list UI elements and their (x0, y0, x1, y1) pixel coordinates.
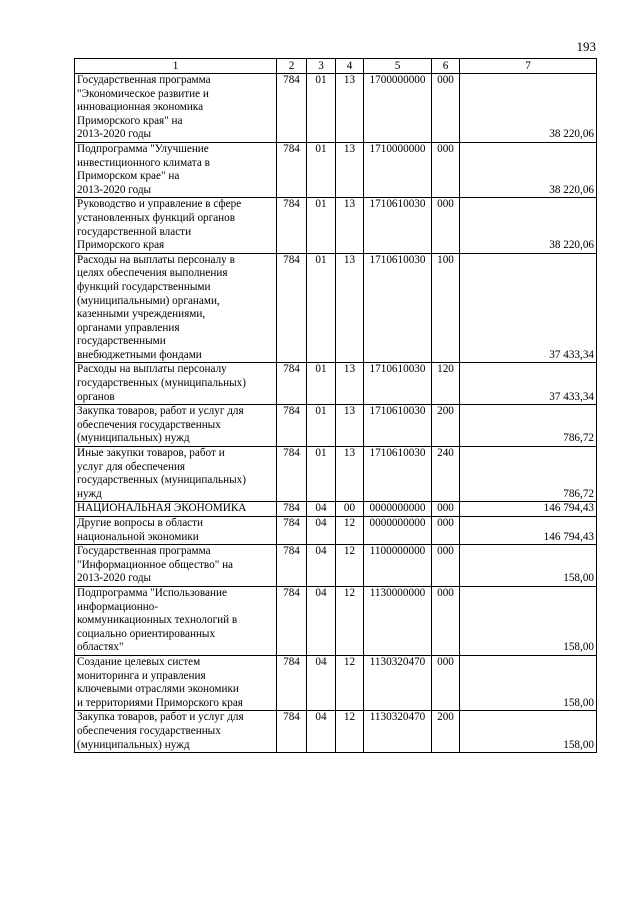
code-cell: 1100000000 (364, 545, 432, 587)
amount-cell: 158,00 (460, 711, 597, 753)
code-cell: 784 (277, 502, 307, 517)
amount-cell: 38 220,06 (460, 198, 597, 253)
code-cell: 784 (277, 198, 307, 253)
code-cell: 13 (336, 198, 364, 253)
amount-cell: 146 794,43 (460, 502, 597, 517)
table-row (75, 655, 597, 710)
code-cell: 13 (336, 363, 364, 405)
code-cell: 04 (307, 517, 336, 545)
code-cell: 12 (336, 545, 364, 587)
amount-cell: 38 220,06 (460, 142, 597, 197)
code-cell: 200 (432, 405, 460, 447)
code-cell: 01 (307, 74, 336, 143)
code-cell: 01 (307, 447, 336, 502)
code-cell: 784 (277, 74, 307, 143)
code-cell: 1710610030 (364, 253, 432, 363)
code-cell: 13 (336, 74, 364, 143)
column-header: 6 (432, 59, 460, 74)
code-cell: 0000000000 (364, 502, 432, 517)
table-row (75, 363, 597, 405)
row-name-cell: Другие вопросы в области национальной экономики (75, 517, 277, 545)
row-name-cell: Государственная программа "Экономическое развитие и инновационная экономика Приморского края" на 2013-2020 годы (75, 74, 277, 143)
page-number: 193 (576, 39, 596, 54)
table-body (75, 74, 597, 753)
code-cell: 13 (336, 405, 364, 447)
code-cell: 00 (336, 502, 364, 517)
code-cell: 784 (277, 253, 307, 363)
code-cell: 1710610030 (364, 198, 432, 253)
code-cell: 12 (336, 517, 364, 545)
table-row (75, 502, 597, 517)
code-cell: 784 (277, 586, 307, 655)
code-cell: 000 (432, 74, 460, 143)
column-header: 2 (277, 59, 307, 74)
amount-cell: 158,00 (460, 545, 597, 587)
code-cell: 04 (307, 545, 336, 587)
code-cell: 784 (277, 545, 307, 587)
row-name-cell: Государственная программа "Информационное общество" на 2013-2020 годы (75, 545, 277, 587)
code-cell: 12 (336, 655, 364, 710)
code-cell: 784 (277, 655, 307, 710)
code-cell: 01 (307, 405, 336, 447)
code-cell: 100 (432, 253, 460, 363)
table-row (75, 711, 597, 753)
table-row (75, 253, 597, 363)
column-header: 3 (307, 59, 336, 74)
column-header: 4 (336, 59, 364, 74)
row-name-cell: Подпрограмма "Улучшение инвестиционного климата в Приморском крае" на 2013-2020 годы (75, 142, 277, 197)
code-cell: 04 (307, 655, 336, 710)
table-row (75, 405, 597, 447)
code-cell: 784 (277, 711, 307, 753)
code-cell: 04 (307, 502, 336, 517)
row-name-cell: Закупка товаров, работ и услуг для обеспечения государственных (муниципальных) нужд (75, 405, 277, 447)
code-cell: 01 (307, 363, 336, 405)
table-row (75, 545, 597, 587)
code-cell: 200 (432, 711, 460, 753)
code-cell: 000 (432, 586, 460, 655)
code-cell: 784 (277, 517, 307, 545)
code-cell: 01 (307, 253, 336, 363)
code-cell: 1710610030 (364, 405, 432, 447)
code-cell: 784 (277, 142, 307, 197)
code-cell: 1130000000 (364, 586, 432, 655)
code-cell: 04 (307, 586, 336, 655)
table-row (75, 586, 597, 655)
code-cell: 13 (336, 253, 364, 363)
table-row (75, 517, 597, 545)
code-cell: 000 (432, 545, 460, 587)
row-name-cell: Подпрограмма "Использование информационно- коммуникационных технологий в социально ориентированных областях" (75, 586, 277, 655)
code-cell: 000 (432, 655, 460, 710)
code-cell: 1130320470 (364, 711, 432, 753)
column-header: 5 (364, 59, 432, 74)
code-cell: 000 (432, 517, 460, 545)
amount-cell: 786,72 (460, 405, 597, 447)
amount-cell: 37 433,34 (460, 253, 597, 363)
table-row (75, 142, 597, 197)
code-cell: 000 (432, 502, 460, 517)
budget-table (74, 58, 597, 753)
code-cell: 0000000000 (364, 517, 432, 545)
amount-cell: 38 220,06 (460, 74, 597, 143)
code-cell: 1710000000 (364, 142, 432, 197)
code-cell: 12 (336, 711, 364, 753)
amount-cell: 146 794,43 (460, 517, 597, 545)
code-cell: 13 (336, 142, 364, 197)
table-row (75, 74, 597, 143)
code-cell: 04 (307, 711, 336, 753)
code-cell: 784 (277, 447, 307, 502)
row-name-cell: Расходы на выплаты персоналу государственных (муниципальных) органов (75, 363, 277, 405)
code-cell: 13 (336, 447, 364, 502)
row-name-cell: НАЦИОНАЛЬНАЯ ЭКОНОМИКА (75, 502, 277, 517)
row-name-cell: Закупка товаров, работ и услуг для обеспечения государственных (муниципальных) нужд (75, 711, 277, 753)
table-header-row (75, 59, 597, 74)
table-row (75, 447, 597, 502)
table-row (75, 198, 597, 253)
row-name-cell: Руководство и управление в сфере установленных функций органов государственной власти Приморского края (75, 198, 277, 253)
row-name-cell: Иные закупки товаров, работ и услуг для обеспечения государственных (муниципальных) нужд (75, 447, 277, 502)
amount-cell: 37 433,34 (460, 363, 597, 405)
code-cell: 1710610030 (364, 363, 432, 405)
code-cell: 1700000000 (364, 74, 432, 143)
code-cell: 1130320470 (364, 655, 432, 710)
code-cell: 000 (432, 198, 460, 253)
row-name-cell: Расходы на выплаты персоналу в целях обеспечения выполнения функций государственными (муниципальными) органами, казенными учреждениями, органами управления государственными внебюджетными фондами (75, 253, 277, 363)
code-cell: 000 (432, 142, 460, 197)
code-cell: 12 (336, 586, 364, 655)
code-cell: 1710610030 (364, 447, 432, 502)
amount-cell: 158,00 (460, 586, 597, 655)
amount-cell: 786,72 (460, 447, 597, 502)
code-cell: 784 (277, 363, 307, 405)
column-header: 7 (460, 59, 597, 74)
code-cell: 120 (432, 363, 460, 405)
column-header: 1 (75, 59, 277, 74)
code-cell: 240 (432, 447, 460, 502)
code-cell: 01 (307, 142, 336, 197)
row-name-cell: Создание целевых систем мониторинга и управления ключевыми отраслями экономики и территориями Приморского края (75, 655, 277, 710)
code-cell: 784 (277, 405, 307, 447)
amount-cell: 158,00 (460, 655, 597, 710)
code-cell: 01 (307, 198, 336, 253)
